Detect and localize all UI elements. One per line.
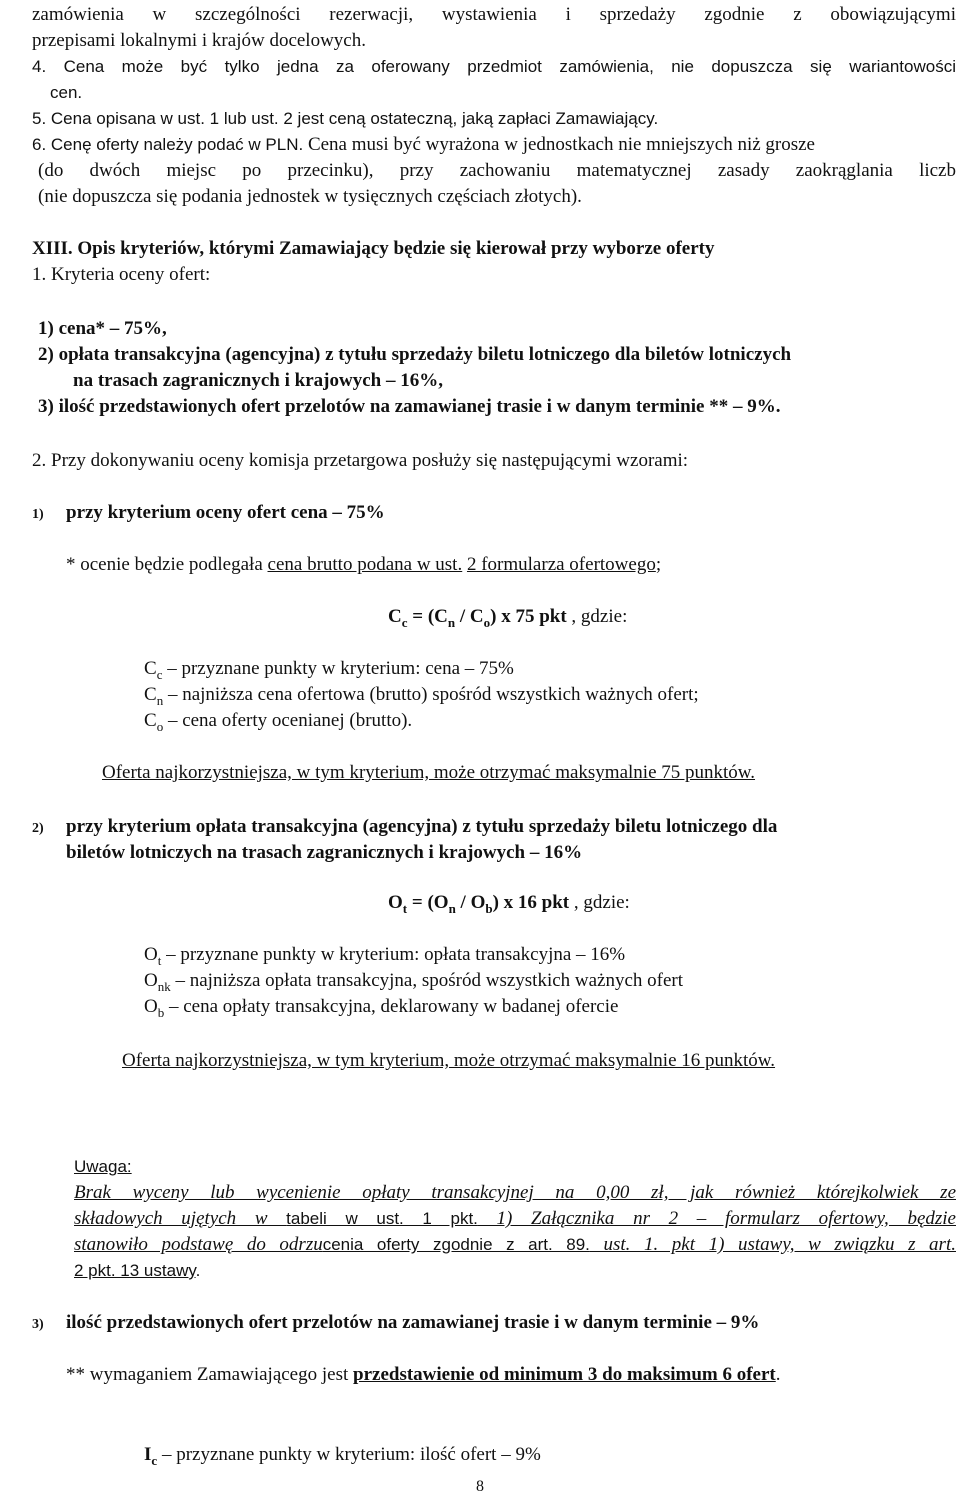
criterion-2-line-2: na trasach zagranicznych i krajowych – 16%, <box>73 370 443 391</box>
k1-note-end: ; <box>655 554 662 575</box>
uwaga-line-1: Brak wyceny lub wycenienie opłaty transakcyjnej na 0,00 zł, jak również którejkolwiek ze <box>74 1182 956 1203</box>
point-6-rest: Cena musi być wyrażona w jednostkach nie mniejszych niż grosze <box>303 134 815 155</box>
point-6-lead: 6. Cenę oferty należy podać w PLN. <box>32 135 304 154</box>
k2-heading-line-1 <box>32 814 956 842</box>
k1-title: przy kryterium oceny ofert cena – 75% <box>66 502 385 523</box>
point-6-line-2: (do dwóch miejsc po przecinku), przy zachowaniu matematycznej zasady zaokrąglania liczb <box>38 160 956 181</box>
uwaga-line-2: składowych ujętych w tabeli w ust. 1 pkt. 1) Załącznika nr 2 – formularz ofertowy, będzie <box>74 1208 956 1229</box>
k3-number: 3) <box>32 1317 44 1332</box>
criterion-2-line-1: 2) opłata transakcyjna (agencyjna) z tytułu sprzedaży biletu lotniczego dla biletów lotniczych <box>38 344 792 365</box>
k1-max-points: Oferta najkorzystniejsza, w tym kryterium, może otrzymać maksymalnie 75 punktów. <box>102 762 756 783</box>
page-number: 8 <box>476 1478 484 1495</box>
k3-note: ** wymaganiem Zamawiającego jest przedstawienie od minimum 3 do maksimum 6 ofert. <box>66 1364 781 1385</box>
uwaga-label: Uwaga: <box>74 1157 132 1176</box>
uwaga-line-3: stanowiło podstawę do odrzucenia oferty zgodnie z art. 89. ust. 1. pkt 1) ustawy, w związku z art. <box>74 1234 956 1255</box>
k1-note-underlined-1: cena brutto podana w ust. <box>267 554 463 575</box>
criterion-3: 3) ilość przedstawionych ofert przelotów na zamawianej trasie i w danym terminie ** – 9%. <box>38 396 781 417</box>
k1-note-underlined-2: 2 formularza ofertowego <box>466 554 656 575</box>
k2-def-1: $O_t$ – przyznane punkty w kryterium: opłata transakcyjna – 16% <box>144 944 626 968</box>
point-4-line-1: 4. Cena może być tylko jedna za oferowany przedmiot zamówienia, nie dopuszcza się wariantowości <box>32 57 956 76</box>
criteria-intro: 1. Kryteria oceny ofert: <box>32 264 211 285</box>
point-5: 5. Cena opisana w ust. 1 lub ust. 2 jest ceną ostateczną, jaką zapłaci Zamawiający. <box>32 109 659 128</box>
k2-formula <box>388 890 956 916</box>
point-6-line-1 <box>32 132 956 158</box>
k2-formula-gdzie: , gdzie: <box>569 892 630 913</box>
k1-def-3: $C_o$ – cena oferty ocenianej (brutto). <box>144 710 413 734</box>
k1-formula-expr: $C_c = (C_n / C_o)$ x 75 pkt <box>388 606 567 630</box>
k2-def-3: $O_b$ – cena opłaty transakcyjna, deklarowany w badanej ofercie <box>144 996 619 1020</box>
k3-heading <box>32 1310 956 1338</box>
k1-formula <box>388 604 956 630</box>
uwaga-line-4: 2 pkt. 13 ustawy. <box>74 1261 201 1280</box>
k2-heading-line-2: biletów lotniczych na trasach zagranicznych i krajowych – 16% <box>66 842 583 863</box>
k3-title: ilość przedstawionych ofert przelotów na zamawianej trasie i w danym terminie – 9% <box>66 1312 760 1333</box>
k1-heading <box>32 500 956 528</box>
criterion-1-text: 1) cena* – 75%, <box>38 318 167 339</box>
k2-number: 2) <box>32 821 44 836</box>
k2-title-a: przy kryterium opłata transakcyjna (agencyjna) z tytułu sprzedaży biletu lotniczego dla <box>66 816 778 837</box>
k1-def-1: $C_c$ – przyznane punkty w kryterium: cena – 75% <box>144 658 514 682</box>
k1-def-2: $C_n$ – najniższa cena ofertowa (brutto) spośród wszystkich ważnych ofert; <box>144 684 699 708</box>
k2-formula-expr: $O_t = (O_n / O_b)$ x 16 pkt <box>388 892 570 916</box>
k3-def: $I_c$ – przyznane punkty w kryterium: ilość ofert – 9% <box>144 1444 541 1468</box>
intro-line-2: przepisami lokalnymi i krajów docelowych. <box>32 30 366 51</box>
formulas-intro: 2. Przy dokonywaniu oceny komisja przetargowa posłuży się następującymi wzorami: <box>32 450 689 471</box>
intro-line-1: zamówienia w szczególności rezerwacji, wystawienia i sprzedaży zgodnie z obowiązującymi <box>32 4 956 25</box>
section-xiii-heading: XIII. Opis kryteriów, którymi Zamawiający będzie się kierował przy wyborze oferty <box>32 238 715 259</box>
point-4-line-2: cen. <box>50 83 83 102</box>
criterion-1 <box>38 316 956 342</box>
k2-max-points: Oferta najkorzystniejsza, w tym kryterium, może otrzymać maksymalnie 16 punktów. <box>122 1050 776 1071</box>
k1-price-note <box>66 552 956 578</box>
k1-formula-gdzie: , gdzie: <box>566 606 628 627</box>
point-6-line-3: (nie dopuszcza się podania jednostek w tysięcznych częściach złotych). <box>38 186 582 207</box>
k1-note-text: * ocenie będzie podlegała <box>66 554 268 575</box>
k1-number: 1) <box>32 507 44 522</box>
k2-def-2: $O_{nk}$ – najniższa opłata transakcyjna, spośród wszystkich ważnych ofert <box>144 970 684 994</box>
